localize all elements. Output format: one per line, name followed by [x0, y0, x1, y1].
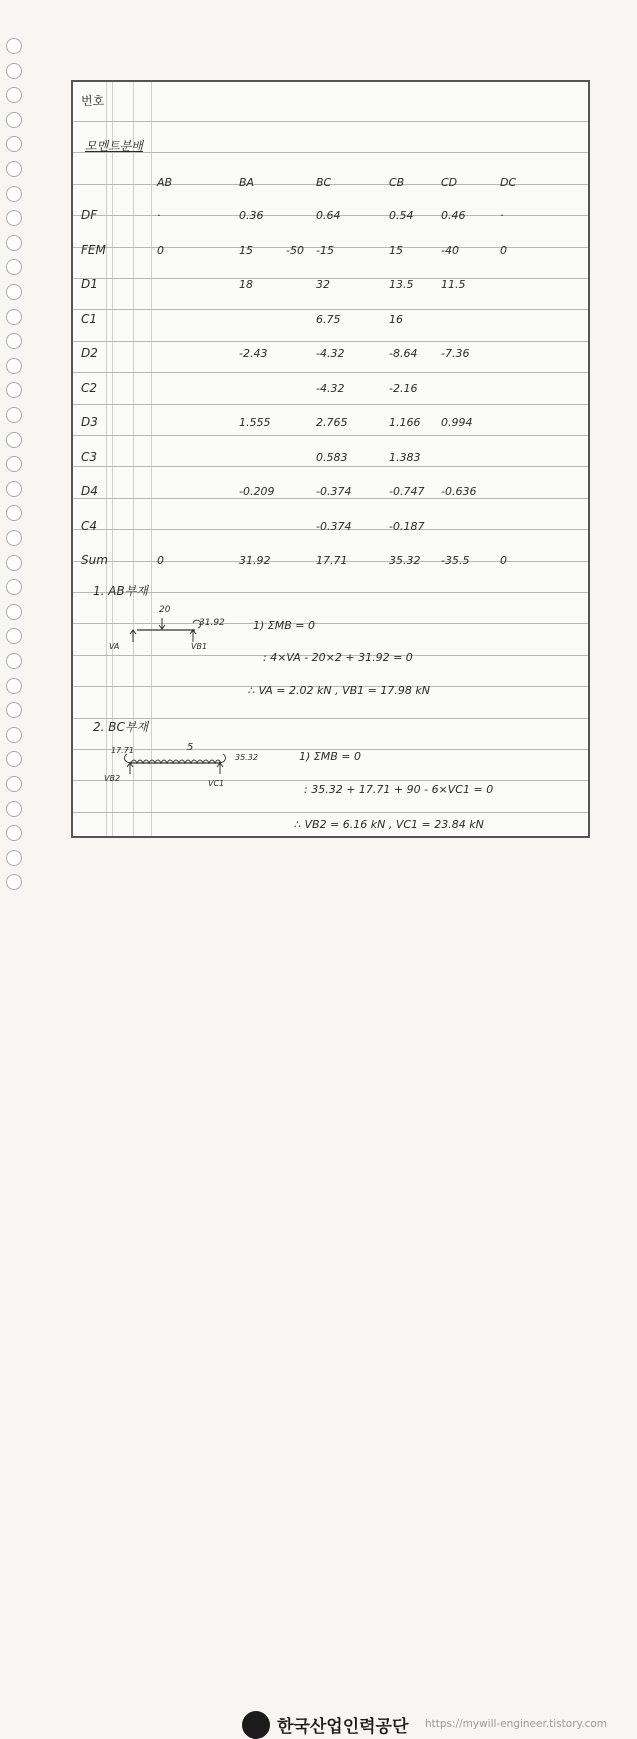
result-line: ∴ VB2 = 6.16 kN , VC1 = 23.84 kN: [294, 818, 484, 831]
binder-hole: [6, 358, 22, 374]
binder-hole: [6, 628, 22, 644]
table-cell: -40: [441, 243, 459, 257]
table-cell: 17.71: [316, 554, 348, 567]
table-cell: -4.32: [316, 347, 345, 360]
answer-sheet: [71, 80, 590, 838]
table-cell: 0: [157, 554, 164, 567]
binder-hole: [6, 407, 22, 423]
row-label: C1: [81, 311, 98, 326]
row-label: C2: [81, 380, 98, 395]
binder-hole: [6, 505, 22, 521]
table-cell: 1.166: [389, 416, 421, 429]
binder-hole: [6, 112, 22, 128]
binder-hole: [6, 678, 22, 694]
table-cell: 0.54: [389, 209, 414, 222]
binder-hole: [6, 333, 22, 349]
table-cell: -0.747: [389, 485, 425, 498]
binder-hole: [6, 481, 22, 497]
beam-diagram-bc: [73, 82, 592, 840]
organization-name: 한국산업인력공단: [277, 1717, 409, 1737]
row-label: C3: [81, 449, 98, 464]
table-cell-extra: -50: [286, 243, 304, 257]
table-cell: 32: [316, 278, 330, 291]
binder-hole: [6, 186, 22, 202]
table-cell: -0.209: [239, 485, 275, 498]
table-cell: 15: [239, 243, 253, 257]
table-cell: 0.64: [316, 209, 341, 222]
column-header: CB: [389, 176, 405, 189]
table-cell: -0.374: [316, 485, 352, 498]
result-line: ∴ VA = 2.02 kN , VB1 = 17.98 kN: [248, 684, 430, 697]
binder-hole: [6, 727, 22, 743]
reaction-vb2-label: VB2: [104, 774, 121, 783]
table-cell: 1.383: [389, 450, 421, 464]
row-label: DF: [81, 208, 98, 222]
row-label: FEM: [81, 242, 106, 257]
binder-hole: [6, 259, 22, 275]
table-cell: ·: [500, 209, 504, 222]
equilibrium-eq: 1) ΣMB = 0: [299, 750, 361, 763]
binder-hole: [6, 136, 22, 152]
row-label: D4: [81, 484, 98, 498]
table-cell: 18: [239, 278, 253, 291]
binder-hole: [6, 604, 22, 620]
binder-hole: [6, 751, 22, 767]
binder-hole: [6, 210, 22, 226]
binder-hole: [6, 702, 22, 718]
footer: [0, 852, 637, 1737]
row-label: D3: [81, 415, 98, 429]
table-cell: -0.187: [389, 519, 425, 533]
equation-line: : 4×VA - 20×2 + 31.92 = 0: [263, 651, 413, 664]
equation-line: : 35.32 + 17.71 + 90 - 6×VC1 = 0: [304, 783, 494, 796]
table-cell: 0.36: [239, 209, 264, 222]
table-cell: -2.16: [389, 381, 418, 395]
table-cell: 31.92: [239, 554, 271, 567]
table-cell: 0: [157, 243, 164, 257]
column-header: CD: [441, 176, 458, 189]
column-header: BC: [316, 176, 332, 189]
binder-hole: [6, 776, 22, 792]
table-cell: -4.32: [316, 381, 345, 395]
binder-hole: [6, 63, 22, 79]
equilibrium-eq: 1) ΣMB = 0: [253, 619, 315, 632]
row-label: D1: [81, 277, 98, 291]
table-cell: 11.5: [441, 278, 466, 291]
table-cell: -35.5: [441, 554, 470, 567]
table-cell: -15: [316, 243, 334, 257]
watermark-url: https://mywill-engineer.tistory.com: [425, 1718, 608, 1730]
logo-icon: [242, 1711, 270, 1739]
load-label: 20: [159, 605, 171, 615]
reaction-vb1-label: VB1: [191, 642, 208, 651]
row-label: D2: [81, 346, 98, 360]
row-label: C4: [81, 518, 98, 533]
table-cell: 0.994: [441, 416, 473, 429]
table-cell: 1.555: [239, 416, 271, 429]
binder-hole: [6, 432, 22, 448]
binder-hole: [6, 801, 22, 817]
part2-title: 2. BC부재: [93, 720, 149, 734]
udl-label: 5: [187, 742, 194, 753]
reaction-vc1-label: VC1: [208, 779, 225, 788]
binder-hole: [6, 284, 22, 300]
right-moment-label: 35.32: [235, 753, 258, 762]
table-cell: 0.46: [441, 209, 466, 222]
table-cell: -2.43: [239, 347, 268, 360]
binder-hole: [6, 456, 22, 472]
table-cell: -0.636: [441, 485, 477, 498]
table-cell: 15: [389, 243, 403, 257]
table-cell: ·: [157, 209, 161, 222]
table-cell: 2.765: [316, 416, 348, 429]
moment-label: 31.92: [199, 618, 225, 628]
table-cell: 0.583: [316, 450, 348, 464]
binder-hole: [6, 382, 22, 398]
number-label: 번호: [81, 94, 105, 108]
table-cell: 35.32: [389, 554, 421, 567]
column-header: AB: [157, 176, 173, 189]
reaction-va-label: VA: [109, 642, 120, 651]
table-cell: -0.374: [316, 519, 352, 533]
table-cell: 0: [500, 554, 507, 567]
section-title: 모멘트분배: [85, 139, 143, 153]
binder-hole: [6, 530, 22, 546]
binder-hole: [6, 825, 22, 841]
table-cell: -7.36: [441, 347, 470, 360]
left-moment-label: 17.71: [111, 746, 134, 755]
table-cell: 0: [500, 243, 507, 257]
table-cell: -8.64: [389, 347, 418, 360]
binder-hole: [6, 235, 22, 251]
table-cell: 6.75: [316, 312, 341, 326]
binder-hole: [6, 38, 22, 54]
binder-hole: [6, 653, 22, 669]
table-cell: 16: [389, 312, 403, 326]
column-header: BA: [239, 176, 255, 189]
row-label: Sum: [81, 553, 108, 567]
binder-hole: [6, 87, 22, 103]
part1-title: 1. AB부재: [93, 584, 148, 598]
binder-hole: [6, 579, 22, 595]
binder-hole: [6, 309, 22, 325]
binder-hole: [6, 161, 22, 177]
binder-hole: [6, 555, 22, 571]
column-header: DC: [500, 176, 517, 189]
table-cell: 13.5: [389, 278, 414, 291]
